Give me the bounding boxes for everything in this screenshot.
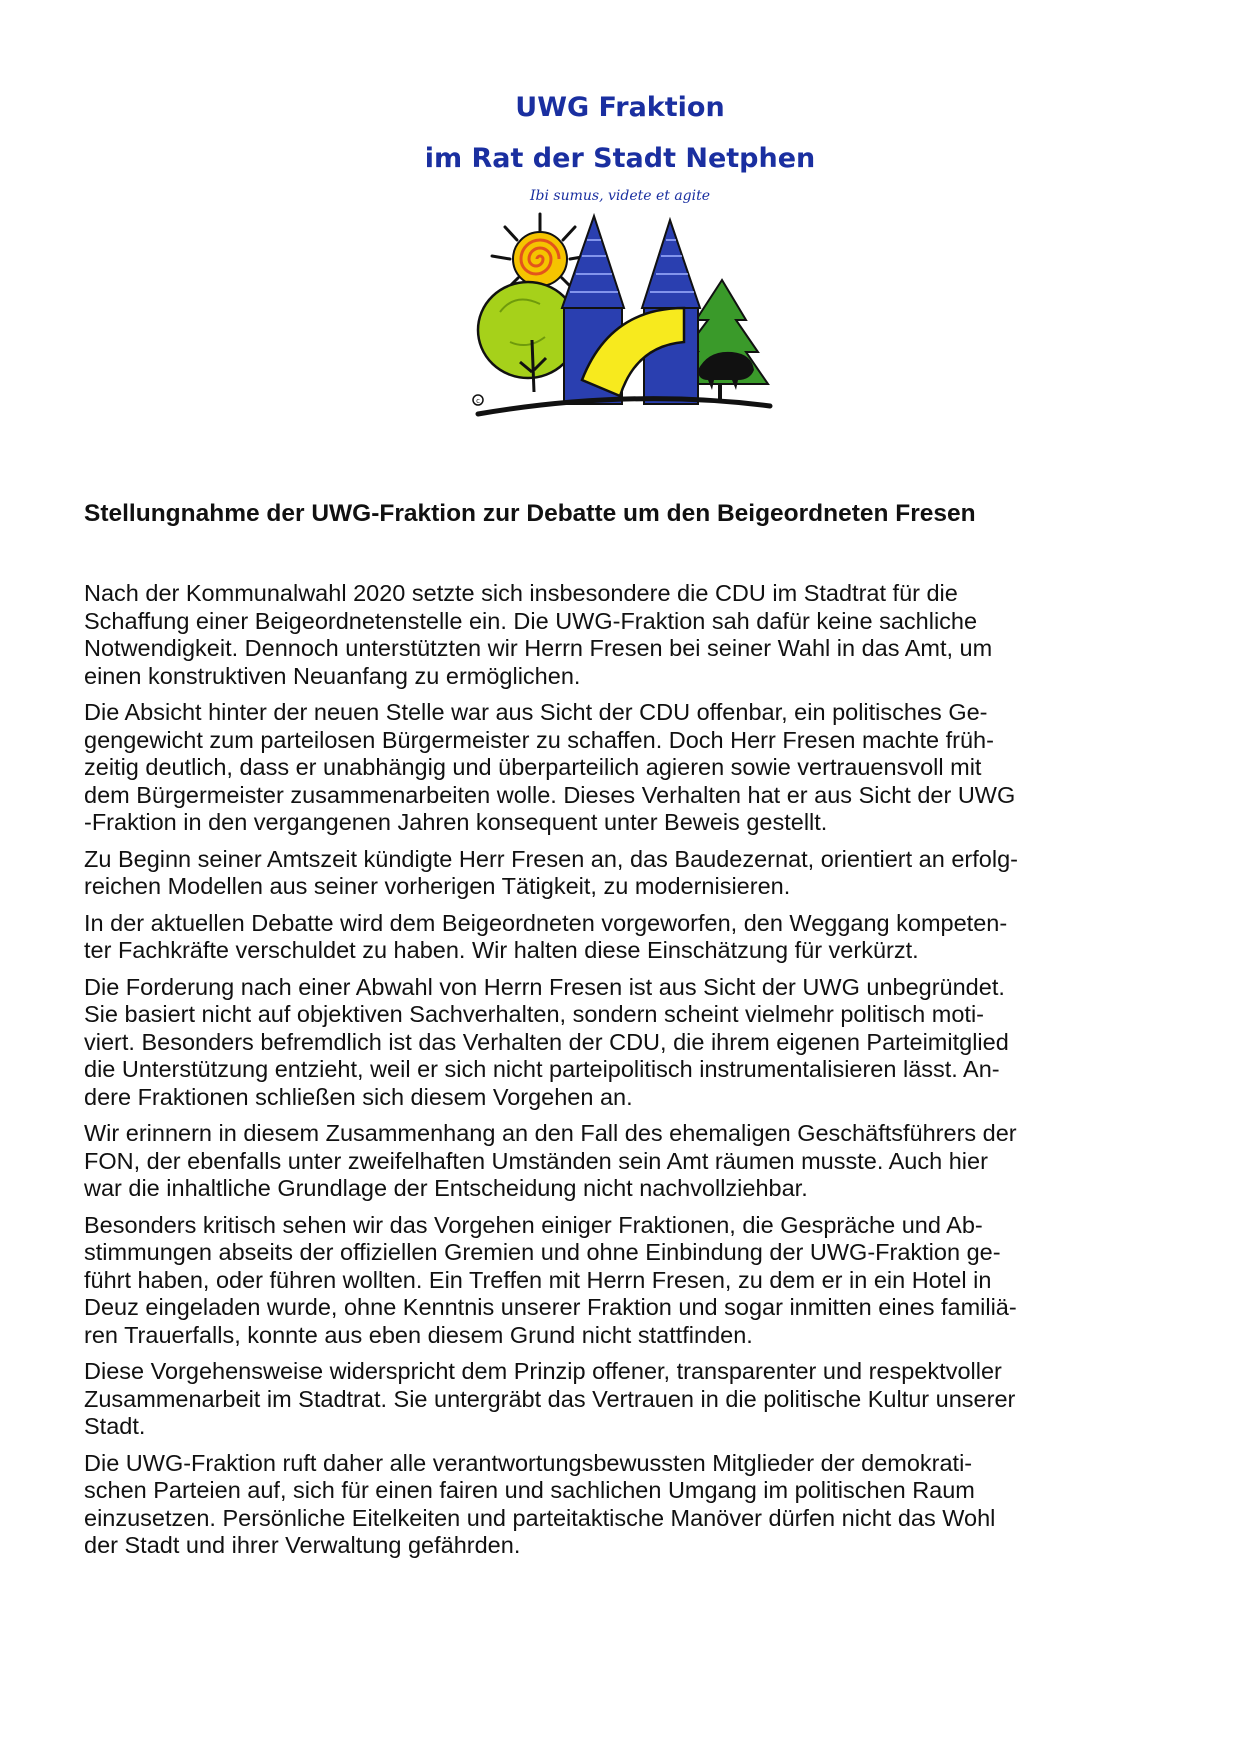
- paragraph: Wir erinnern in diesem Zusammenhang an den Fall des ehemaligen Geschäftsführers der FON, der ebenfalls unter zweifelhaften Umständen sein Amt räumen musste. Auch hier war die inhaltliche Grundlage der Entscheidung nicht nachvollziehbar.: [84, 1120, 1017, 1201]
- organization-subtitle: im Rat der Stadt Netphen: [424, 143, 816, 174]
- statement-headline: Stellungnahme der UWG-Fraktion zur Debatte um den Beigeordneten Fresen: [84, 500, 976, 527]
- ground: [478, 399, 770, 414]
- paragraph: Die UWG-Fraktion ruft daher alle verantwortungsbewussten Mitglieder der demokrati- schen Parteien auf, sich für einen fairen und sachlichen Umgang im politischen Raum einzusetzen. Persönliche Eitelkeiten und parteitaktische Manöver dürfen nicht das Wohl der Stadt und ihrer Verwaltung gefährden.: [84, 1449, 996, 1558]
- paragraph: Besonders kritisch sehen wir das Vorgehen einiger Fraktionen, die Gespräche und Ab- stimmungen abseits der offiziellen Gremien und ohne Einbindung der UWG-Fraktion ge- führt haben, oder führen wollten. Ein Treffen mit Herrn Fresen, zu dem er in ein Hotel in Deuz eingeladen wurde, ohne Kenntnis unserer Fraktion und sogar inmitten eines familiä- ren Trauerfalls, konnte aus eben diesem Grund nicht stattfinden.: [84, 1211, 1017, 1348]
- organization-name: UWG Fraktion: [515, 92, 725, 123]
- paragraph: Die Absicht hinter der neuen Stelle war aus Sicht der CDU offenbar, ein politisches Ge- gengewicht zum parteilosen Bürgermeister zu schaffen. Doch Herr Fresen machte früh- zeitig deutlich, dass er unabhängig und überparteilich agieren sowie vertrauensvoll mit dem Bürgermeister zusammenarbeiten wolle. Dieses Verhalten hat er aus Sicht der UWG -Fraktion in den vergangenen Jahren konsequent unter Beweis gestellt.: [84, 699, 1016, 835]
- svg-text:c: c: [476, 397, 480, 405]
- statement-body: [84, 580, 1169, 1569]
- sun: [513, 232, 567, 286]
- paragraph: Die Forderung nach einer Abwahl von Herrn Fresen ist aus Sicht der UWG unbegründet. Sie basiert nicht auf objektiven Sachverhalten, sondern scheint vielmehr politisch moti- viert. Besonders befremdlich ist das Verhalten der CDU, die ihrem eigenen Parteimitglied die Unterstützung entzieht, weil er sich nicht parteipolitisch instrumentalisieren lässt. An- dere Fraktionen schließen sich diesem Vorgehen an.: [84, 973, 1009, 1110]
- copyright-icon: [473, 395, 483, 405]
- motto: Ibi sumus, videte et agite: [529, 188, 711, 204]
- uwg-netphen-logo-icon: [470, 212, 790, 427]
- paragraph: Nach der Kommunalwahl 2020 setzte sich insbesondere die CDU im Stadtrat für die Schaffung einer Beigeordnetenstelle ein. Die UWG-Fraktion sah dafür keine sachliche Notwendigkeit. Dennoch unterstützten wir Herrn Fresen bei seiner Wahl in das Amt, um einen konstruktiven Neuanfang zu ermöglichen.: [84, 580, 993, 689]
- paragraph: Zu Beginn seiner Amtszeit kündigte Herr Fresen an, das Baudezernat, orientiert an erfolg- reichen Modellen aus seiner vorherigen Tätigkeit, zu modernisieren.: [84, 845, 1018, 899]
- paragraph: In der aktuellen Debatte wird dem Beigeordneten vorgeworfen, den Weggang kompeten- ter Fachkräfte verschuldet zu haben. Wir halten diese Einschätzung für verkürzt.: [84, 909, 1008, 963]
- paragraph: Diese Vorgehensweise widerspricht dem Prinzip offener, transparenter und respektvoller Zusammenarbeit im Stadtrat. Sie untergräbt das Vertrauen in die politische Kultur unserer Stadt.: [84, 1358, 1016, 1439]
